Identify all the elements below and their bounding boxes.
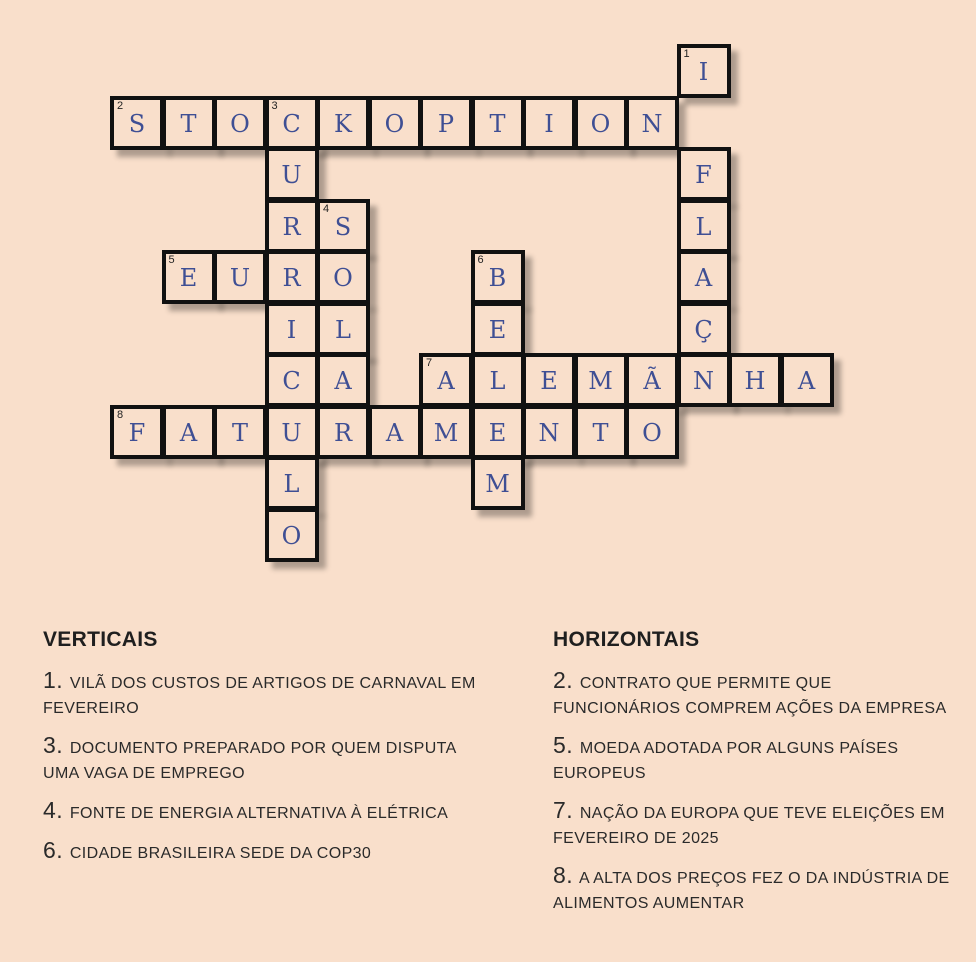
grid-cell[interactable] bbox=[677, 199, 731, 253]
grid-cell[interactable] bbox=[625, 96, 679, 150]
cell-letter: T bbox=[592, 418, 609, 447]
clue-number: 6. bbox=[43, 837, 63, 863]
grid-cell[interactable] bbox=[162, 250, 216, 304]
cell-letter: O bbox=[642, 418, 662, 447]
clue-text: CONTRATO QUE PERMITE QUE FUNCIONÁRIOS COMPREM AÇÕES DA EMPRESA bbox=[553, 675, 947, 717]
grid-cell[interactable] bbox=[522, 405, 576, 459]
grid-cell[interactable] bbox=[471, 96, 525, 150]
grid-cell[interactable] bbox=[419, 405, 473, 459]
clue-number: 5. bbox=[553, 732, 573, 758]
cell-letter: H bbox=[744, 367, 766, 395]
cell-letter: S bbox=[334, 212, 352, 241]
grid-cell[interactable] bbox=[265, 302, 319, 356]
grid-cell[interactable] bbox=[471, 250, 525, 304]
cell-letter: Ç bbox=[694, 315, 713, 344]
grid-cell[interactable] bbox=[213, 96, 267, 150]
cell-number: 5 bbox=[168, 254, 175, 266]
cell-number: 2 bbox=[117, 99, 124, 112]
cell-letter: M bbox=[588, 367, 613, 395]
clue-vertical-3 bbox=[43, 733, 493, 786]
cell-letter: A bbox=[694, 264, 713, 292]
clue-number: 1. bbox=[43, 667, 63, 693]
grid-cell[interactable] bbox=[471, 456, 525, 510]
grid-cell[interactable] bbox=[471, 353, 525, 407]
clue-horizontal-2 bbox=[553, 668, 963, 721]
cell-letter: O bbox=[230, 109, 250, 138]
grid-cell[interactable] bbox=[110, 96, 164, 150]
grid-cell[interactable] bbox=[265, 250, 319, 304]
grid-cell[interactable] bbox=[162, 96, 216, 150]
grid-cell[interactable] bbox=[265, 405, 319, 459]
cell-letter: N bbox=[693, 367, 714, 395]
grid-cell[interactable] bbox=[522, 353, 576, 407]
grid-cell[interactable] bbox=[265, 456, 319, 510]
cell-letter: A bbox=[797, 367, 816, 395]
cell-letter: L bbox=[489, 367, 506, 395]
clue-horizontal-8 bbox=[553, 863, 963, 916]
cell-letter: F bbox=[128, 418, 146, 447]
clue-text: DOCUMENTO PREPARADO POR QUEM DISPUTA UMA VAGA DE EMPREGO bbox=[43, 740, 456, 782]
cell-letter: T bbox=[489, 109, 506, 138]
grid-cell[interactable] bbox=[677, 147, 731, 201]
clue-text: NAÇÃO DA EUROPA QUE TEVE ELEIÇÕES EM FEVEREIRO DE 2025 bbox=[553, 805, 945, 847]
grid-cell[interactable] bbox=[316, 250, 370, 304]
grid-cell[interactable] bbox=[625, 353, 679, 407]
clue-number: 4. bbox=[43, 797, 63, 823]
cell-letter: U bbox=[281, 418, 302, 447]
cell-letter: L bbox=[283, 470, 300, 498]
grid-cell[interactable] bbox=[677, 44, 731, 98]
clue-number: 2. bbox=[553, 667, 573, 693]
cell-letter: O bbox=[333, 264, 353, 292]
cell-number: 8 bbox=[117, 408, 124, 421]
grid-cell[interactable] bbox=[368, 405, 422, 459]
grid-cell[interactable] bbox=[677, 250, 731, 304]
cell-letter: T bbox=[231, 418, 248, 447]
cell-letter: B bbox=[488, 264, 507, 292]
clue-vertical-4 bbox=[43, 798, 493, 826]
cell-letter: E bbox=[488, 418, 507, 447]
grid-cell[interactable] bbox=[316, 96, 370, 150]
cell-number: 1 bbox=[683, 48, 690, 60]
grid-cell[interactable] bbox=[368, 96, 422, 150]
cell-letter: E bbox=[540, 367, 558, 395]
grid-cell[interactable] bbox=[316, 353, 370, 407]
clue-number: 3. bbox=[43, 732, 63, 758]
grid-cell[interactable] bbox=[419, 353, 473, 407]
clue-number: 7. bbox=[553, 797, 573, 823]
grid-cell[interactable] bbox=[316, 405, 370, 459]
grid-cell[interactable] bbox=[265, 147, 319, 201]
grid-cell[interactable] bbox=[265, 96, 319, 150]
grid-cell[interactable] bbox=[574, 96, 628, 150]
cell-letter: N bbox=[538, 418, 560, 447]
cell-letter: C bbox=[282, 109, 301, 138]
grid-cell[interactable] bbox=[316, 302, 370, 356]
cell-letter: M bbox=[433, 418, 459, 447]
grid-cell[interactable] bbox=[265, 353, 319, 407]
cell-number: 7 bbox=[426, 357, 433, 369]
grid-cell[interactable] bbox=[316, 199, 370, 253]
cell-letter: K bbox=[334, 109, 352, 138]
cell-number: 3 bbox=[271, 99, 278, 112]
clue-text: MOEDA ADOTADA POR ALGUNS PAÍSES EUROPEUS bbox=[553, 740, 899, 782]
cell-letter: O bbox=[384, 109, 405, 138]
cell-letter: M bbox=[485, 470, 510, 498]
grid-cell[interactable] bbox=[625, 405, 679, 459]
cell-number: 6 bbox=[477, 254, 484, 266]
grid-cell[interactable] bbox=[728, 353, 782, 407]
grid-cell[interactable] bbox=[110, 405, 164, 459]
grid-cell[interactable] bbox=[471, 405, 525, 459]
cell-letter: L bbox=[695, 212, 712, 241]
cell-letter: R bbox=[282, 264, 301, 292]
cell-letter: I bbox=[544, 109, 554, 138]
cell-letter: C bbox=[282, 367, 301, 395]
cell-letter: O bbox=[281, 521, 302, 550]
grid-cell[interactable] bbox=[162, 405, 216, 459]
clue-text: FONTE DE ENERGIA ALTERNATIVA À ELÉTRICA bbox=[69, 805, 449, 822]
cell-letter: R bbox=[333, 418, 353, 447]
grid-cell[interactable] bbox=[522, 96, 576, 150]
cell-letter: N bbox=[641, 109, 663, 138]
cell-letter: A bbox=[385, 418, 404, 447]
grid-cell[interactable] bbox=[213, 405, 267, 459]
cell-letter: T bbox=[180, 109, 197, 138]
grid-cell[interactable] bbox=[265, 508, 319, 562]
clue-text: VILÃ DOS CUSTOS DE ARTIGOS DE CARNAVAL EM FEVEREIRO bbox=[43, 675, 476, 717]
clue-text: A ALTA DOS PREÇOS FEZ O DA INDÚSTRIA DE ALIMENTOS AUMENTAR bbox=[553, 870, 950, 912]
clues-vertical bbox=[43, 628, 493, 878]
grid-cell[interactable] bbox=[419, 96, 473, 150]
cell-letter: O bbox=[590, 109, 611, 138]
grid-cell[interactable] bbox=[471, 302, 525, 356]
cell-letter: A bbox=[437, 367, 455, 395]
horizontal-clues-heading: HORIZONTAIS bbox=[553, 628, 700, 651]
grid-cell[interactable] bbox=[213, 250, 267, 304]
grid-cell[interactable] bbox=[574, 353, 628, 407]
grid-cell[interactable] bbox=[265, 199, 319, 253]
cell-letter: F bbox=[695, 161, 712, 189]
clues-horizontal bbox=[553, 628, 963, 928]
cell-letter: U bbox=[229, 264, 251, 292]
cell-letter: E bbox=[488, 315, 507, 344]
clue-text: CIDADE BRASILEIRA SEDE DA COP30 bbox=[69, 845, 372, 862]
cell-letter: I bbox=[698, 58, 709, 86]
cell-letter: R bbox=[282, 212, 301, 241]
clue-horizontal-7 bbox=[553, 798, 963, 851]
clue-horizontal-5 bbox=[553, 733, 963, 786]
cell-letter: A bbox=[334, 367, 352, 395]
grid-cell[interactable] bbox=[780, 353, 834, 407]
cell-letter: E bbox=[179, 264, 198, 292]
cell-number: 4 bbox=[323, 202, 330, 215]
clue-vertical-1 bbox=[43, 668, 493, 721]
cell-letter: Ã bbox=[643, 367, 661, 395]
grid-cell[interactable] bbox=[574, 405, 628, 459]
clue-vertical-6 bbox=[43, 838, 493, 866]
vertical-clues-heading: VERTICAIS bbox=[43, 628, 158, 651]
cell-letter: P bbox=[437, 109, 455, 138]
cell-letter: S bbox=[128, 109, 146, 138]
cell-letter: I bbox=[286, 315, 297, 344]
cell-letter: U bbox=[281, 161, 302, 189]
cell-letter: L bbox=[335, 315, 351, 344]
cell-letter: A bbox=[179, 418, 198, 447]
grid-cell[interactable] bbox=[677, 302, 731, 356]
clue-number: 8. bbox=[553, 862, 573, 888]
grid-cell[interactable] bbox=[677, 353, 731, 407]
